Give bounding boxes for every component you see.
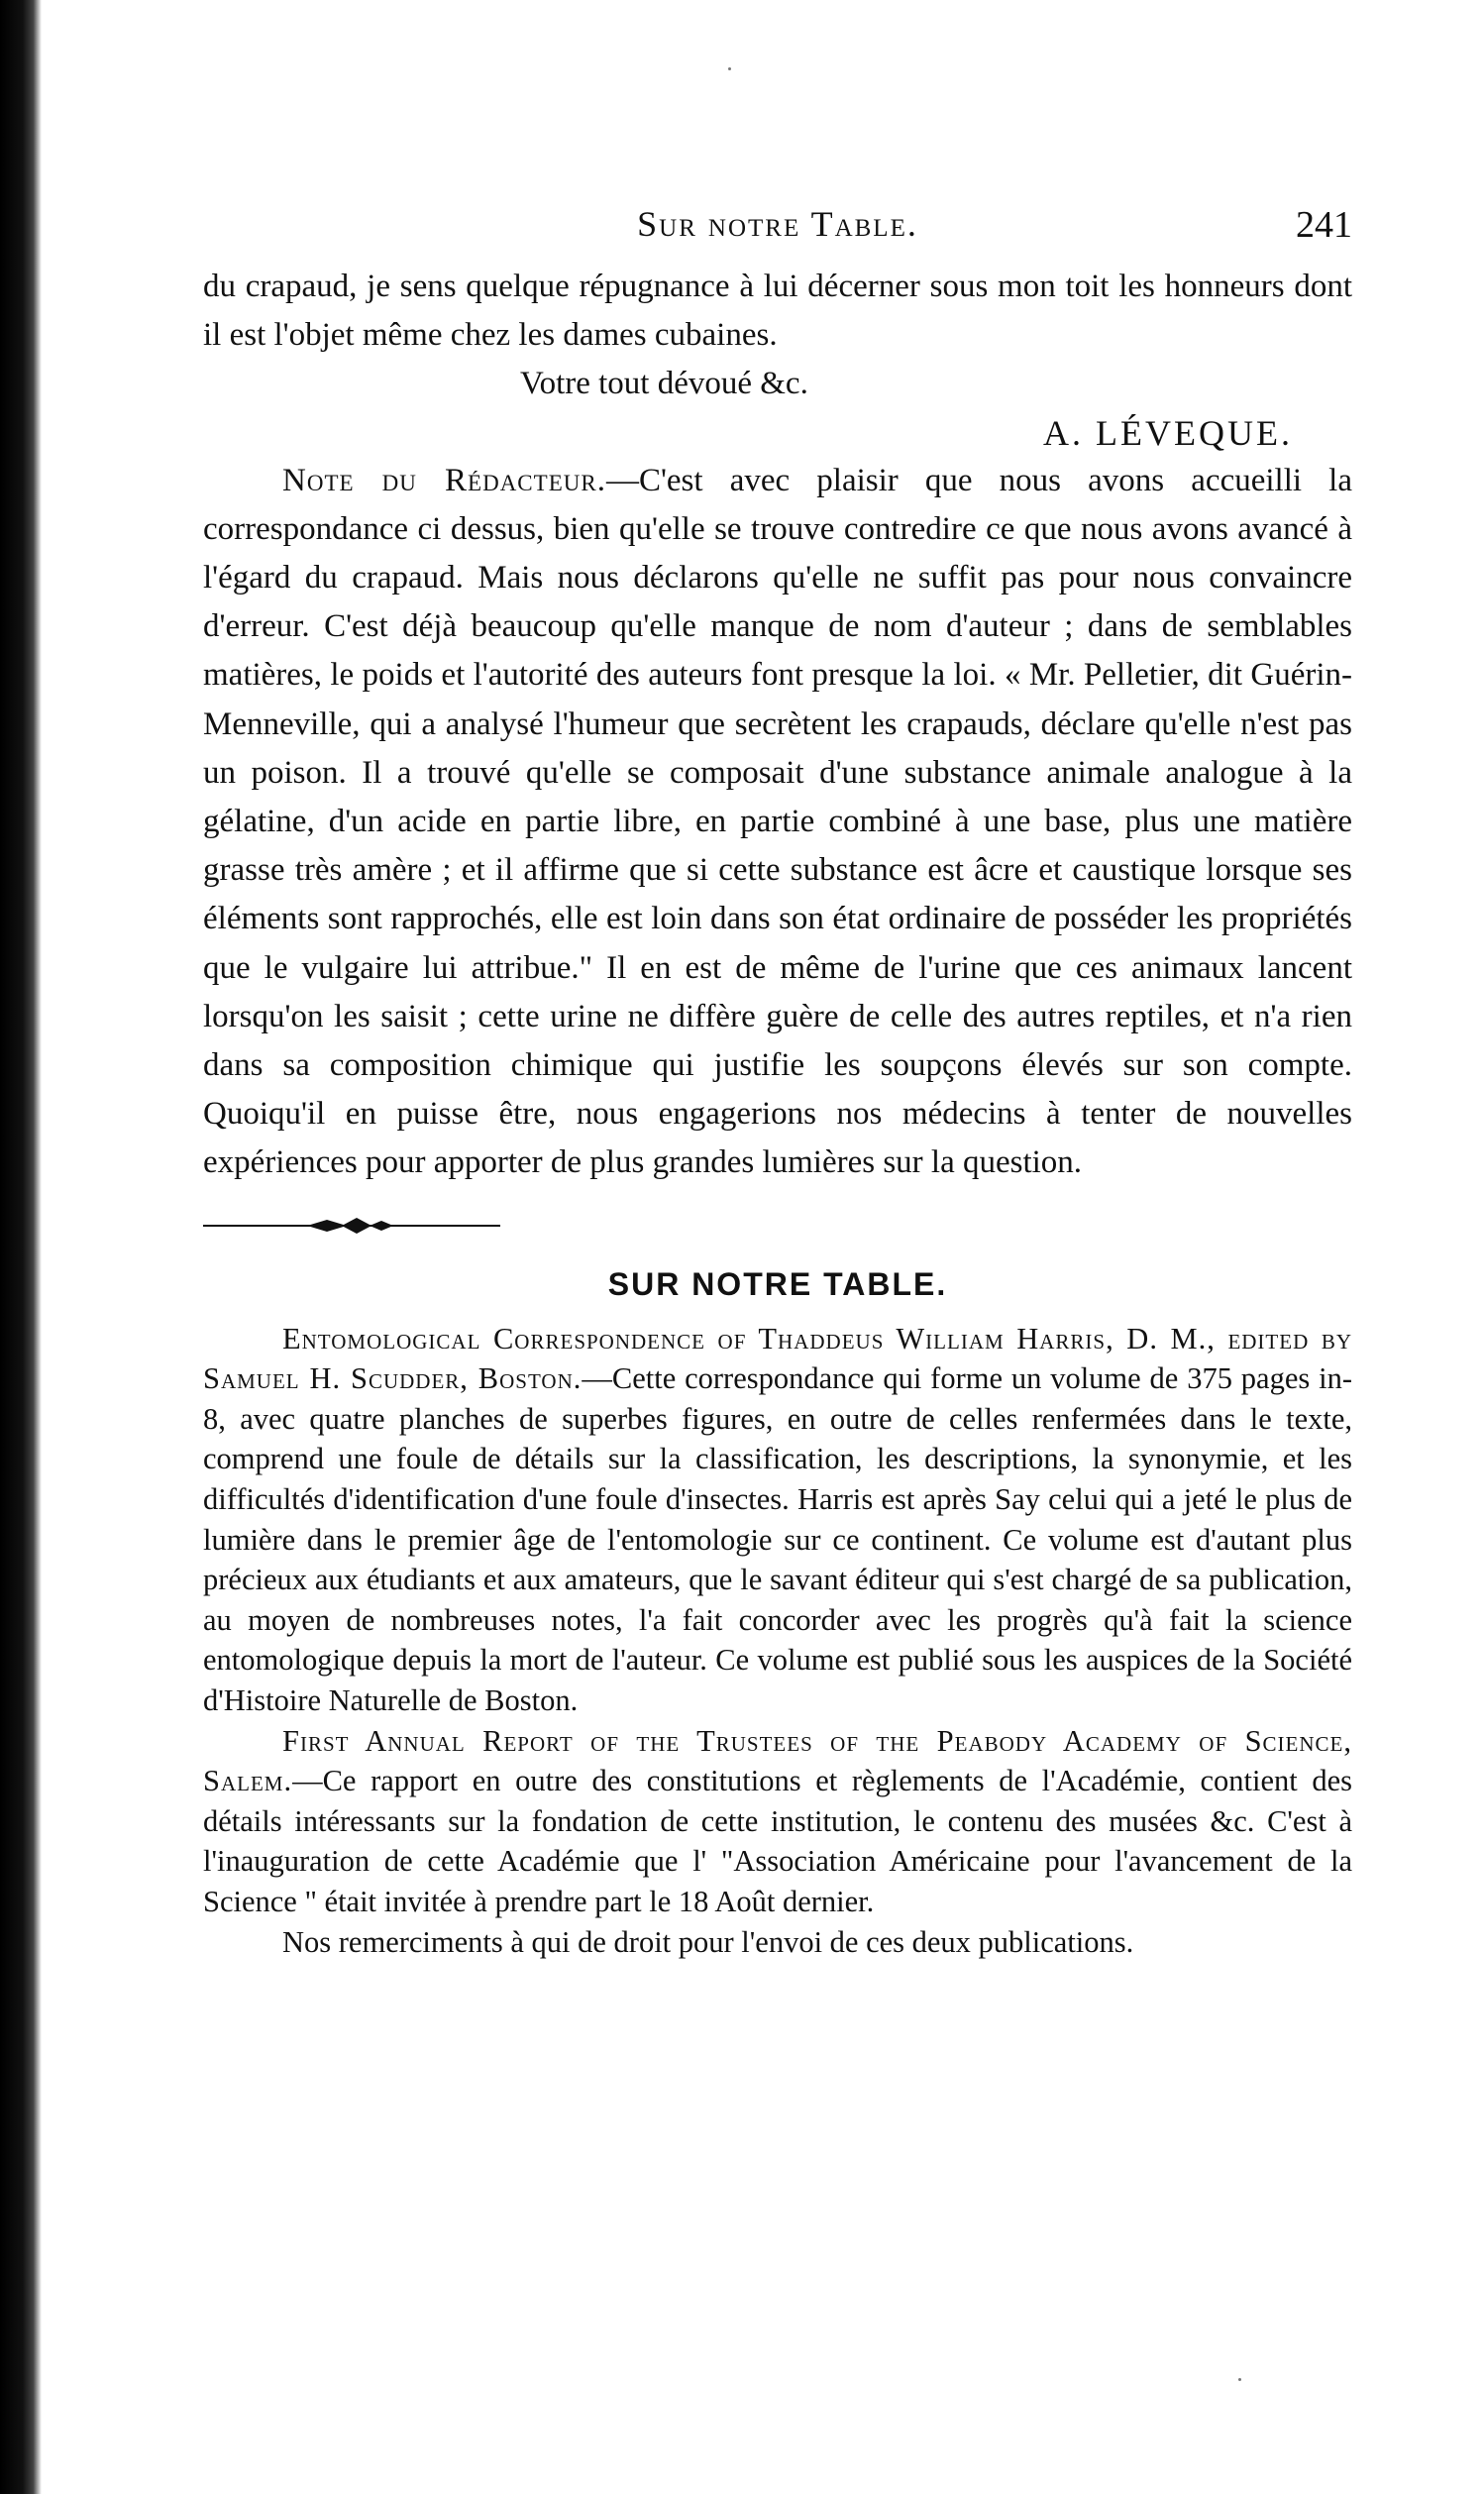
letter-continuation: du crapaud, je sens quelque répugnance à lui décerner sous mon toit les honneurs dont il est l'objet même chez les dames cubaines. — [203, 269, 1352, 354]
editor-note-label: Note du Rédacteur. — [282, 462, 606, 498]
review-entry-text: —Cette correspondance qui forme un volume de 375 pages in-8, avec quatre planches de superbes figures, en outre de celles renfermées dans le texte, comprend une foule de détails sur la classification, les descriptions, la synonymie, et les difficultés d'identification d'une foule d'insectes. Harris est après Say celui qui a jeté le plus de lumière dans le premier âge de l'entomologie sur ce continent. Ce volume est d'autant plus précieux aux étudiants et aux amateurs, que le savant éditeur qui s'est chargé de sa publication, au moyen de nombreuses notes, l'a fait concorder avec les progrès qu'à fait la science entomologique depuis la mort de l'auteur. Ce volume est publié sous les auspices de la Société d'Histoire Naturelle de Boston. — [203, 1361, 1352, 1717]
book-spine-edge — [0, 0, 42, 2494]
review-entry — [203, 1721, 1352, 1922]
page-number: 241 — [1296, 204, 1352, 246]
section-divider-ornament — [203, 1216, 500, 1236]
editor-note-paragraph — [203, 457, 1352, 1188]
running-title: Sur notre Table. — [637, 204, 918, 244]
editor-note-text: —C'est avec plaisir que nous avons accueilli la correspondance ci dessus, bien qu'elle se trouve contredire ce que nous avons avancé à l'égard du crapaud. Mais nous déclarons qu'elle ne suffit pas pour nous convaincre d'erreur. C'est déjà beaucoup qu'elle manque de nom d'auteur ; dans de semblables matières, le poids et l'autorité des auteurs font presque la loi. « Mr. Pelletier, dit Guérin-Menneville, qui a analysé l'humeur que secrètent les crapauds, déclare qu'elle n'est pas un poison. Il a trouvé qu'elle se composait d'une substance animale analogue à la gélatine, d'un acide en partie libre, en partie combiné à une base, plus une matière grasse très amère ; et il affirme que si cette substance est âcre et caustique lorsque ses éléments sont rapprochés, elle est loin dans son état ordinaire de posséder les propriétés que le vulgaire lui attribue." Il en est de même de l'urine que ces animaux lancent lorsqu'on les saisit ; cette urine ne diffère guère de celle des autres reptiles, et n'a rien dans sa composition chimique qui justifie les soupçons élevés sur son compte. Quoiqu'il en puisse être, nous engagerions nos médecins à tenter de nouvelles expériences pour apporter de plus grandes lumières sur la question. — [203, 462, 1352, 1181]
review-entry-heading: Entomological Correspondence of Thaddeus William Harris, D. M., edited by Samuel H. Scudder, Boston. — [203, 1321, 1352, 1396]
acknowledgement-text: Nos remerciments à qui de droit pour l'envoi de ces deux publications. — [282, 1924, 1134, 1959]
section-title: SUR NOTRE TABLE. — [607, 1265, 948, 1302]
page-speck — [1238, 2378, 1241, 2381]
book-page — [203, 203, 1352, 1962]
running-head — [203, 203, 1352, 263]
review-entry-heading: First Annual Report of the Trustees of the Peabody Academy of Science, Salem. — [203, 1723, 1352, 1798]
review-entry — [203, 1319, 1352, 1721]
acknowledgement — [203, 1922, 1352, 1963]
letter-closing: Votre tout dévoué &c. — [520, 366, 808, 402]
letter-signature: A. LÉVEQUE. — [1043, 412, 1293, 453]
page-speck — [728, 67, 731, 70]
review-entry-text: —Ce rapport en outre des constitutions et règlements de l'Académie, contient des détails intéressants sur la fondation de cette institution, le contenu des musées &c. C'est à l'inauguration de cette Académie que l' "Association Américaine pour l'avancement de la Science " était invitée à prendre part le 18 Août dernier. — [203, 1764, 1352, 1918]
review-entries — [203, 1319, 1352, 1963]
